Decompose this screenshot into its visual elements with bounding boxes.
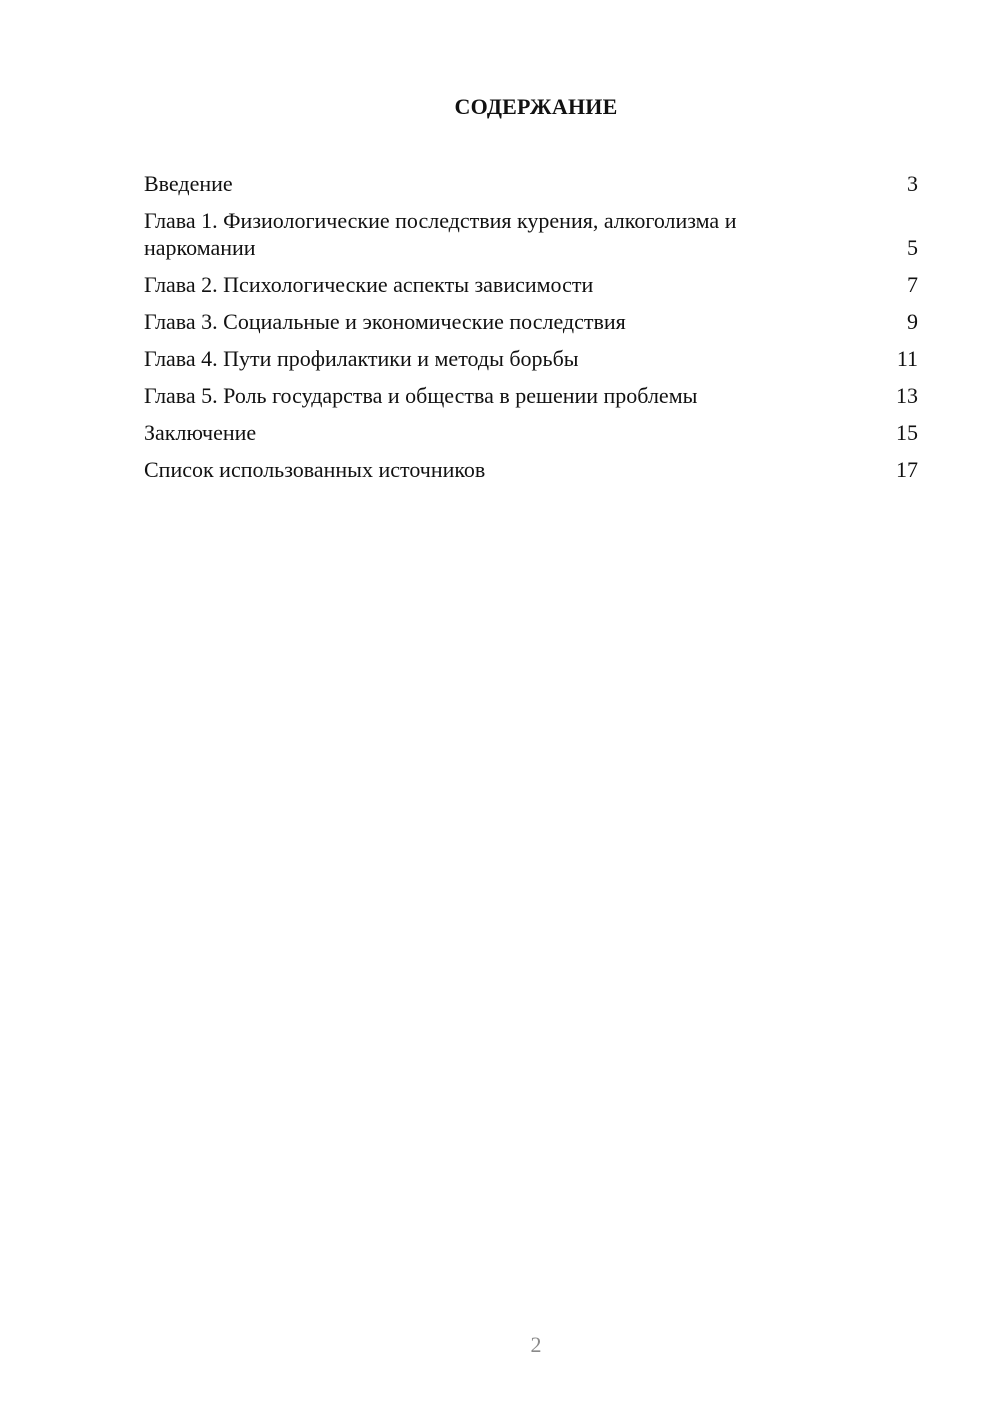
- toc-entry-page: 17: [896, 457, 918, 482]
- table-of-contents: [144, 170, 918, 493]
- toc-entry-introduction: [144, 170, 918, 197]
- toc-entry-text: Глава 5. Роль государства и общества в решении проблемы: [144, 383, 698, 408]
- page-title: СОДЕРЖАНИЕ: [454, 94, 618, 119]
- toc-entry-references: [144, 456, 918, 483]
- toc-entry-page: 5: [907, 235, 918, 260]
- toc-entry-page: 3: [907, 171, 918, 196]
- toc-entry-page: 11: [896, 346, 918, 371]
- toc-entry-chapter-5: [144, 382, 918, 409]
- toc-entry-chapter-3: [144, 308, 918, 335]
- toc-entry-page: 15: [896, 420, 918, 445]
- toc-entry-text: Заключение: [144, 420, 257, 445]
- toc-entry-chapter-1: [144, 207, 918, 261]
- toc-entry-chapter-4: [144, 345, 918, 372]
- toc-entry-text: Глава 1. Физиологические последствия курения, алкоголизма и наркомании: [144, 208, 737, 260]
- toc-entry-page: 9: [907, 309, 918, 334]
- toc-entry-page: 13: [896, 383, 918, 408]
- toc-entry-page: 7: [907, 272, 918, 297]
- toc-entry-text: Глава 2. Психологические аспекты зависимости: [144, 272, 594, 297]
- page-number: 2: [530, 1332, 542, 1357]
- toc-entry-text: Список использованных источников: [144, 457, 486, 482]
- toc-entry-conclusion: [144, 419, 918, 446]
- toc-entry-text: Глава 4. Пути профилактики и методы борьбы: [144, 346, 579, 371]
- toc-entry-text: Введение: [144, 171, 233, 196]
- toc-entry-chapter-2: [144, 271, 918, 298]
- toc-entry-text: Глава 3. Социальные и экономические последствия: [144, 309, 626, 334]
